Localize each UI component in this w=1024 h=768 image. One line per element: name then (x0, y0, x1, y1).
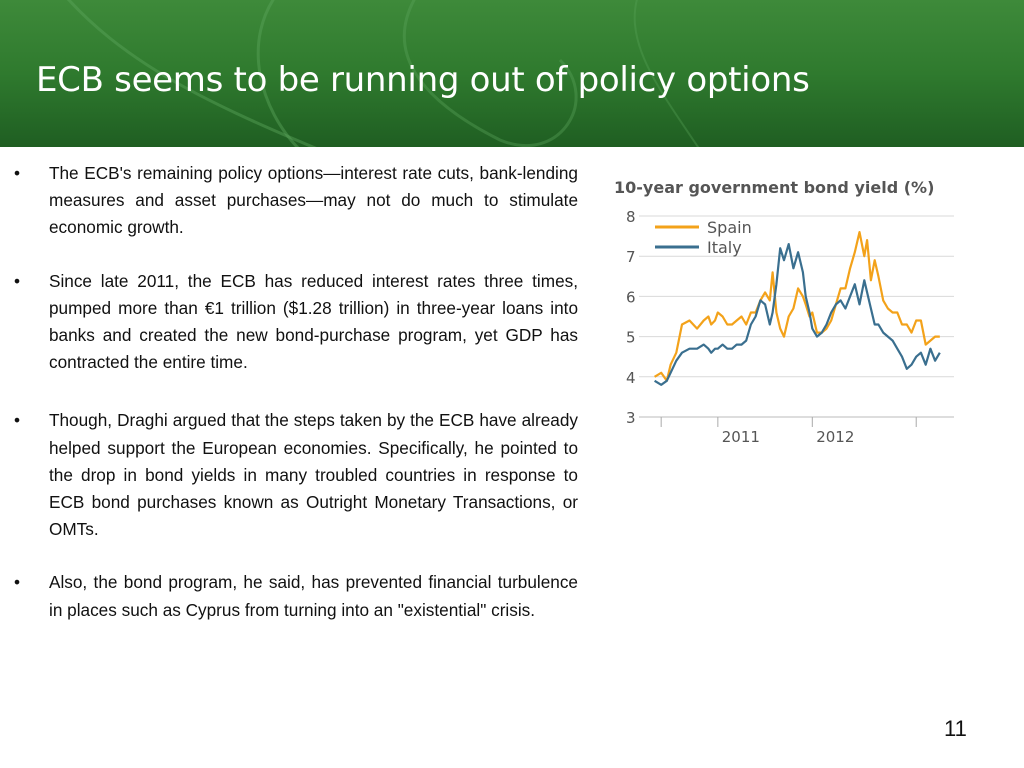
bullet-marker: • (14, 270, 21, 291)
bullet-list (14, 160, 578, 624)
bullet-text: Though, Draghi argued that the steps taken by the ECB have already helped support the European economies. Specifically, he pointed to the drop in bond yields in many troubled countries in response to ECB bond purchases known as Outright Monetary Transactions, or OMTs. (49, 410, 578, 540)
bullet-item (14, 160, 578, 242)
bullet-item (14, 569, 578, 623)
bullet-text: Since late 2011, the ECB has reduced interest rates three times, pumped more than €1 trillion ($1.28 trillion) in three-year loans into banks and created the new bond-purchase program, yet GDP has contracted the entire time. (49, 270, 578, 373)
bullet-marker: • (14, 572, 21, 593)
bullet-item (14, 268, 578, 377)
x-tick-label: 2012 (816, 428, 855, 446)
page-number: 11 (944, 716, 967, 741)
bullet-marker: • (14, 410, 21, 431)
legend-label: Spain (707, 218, 752, 237)
bullet-text: The ECB's remaining policy options—interest rate cuts, bank-lending measures and asset purchases—may not do much to stimulate economic growth. (49, 163, 578, 238)
chart-title: 10-year government bond yield (%) (614, 178, 935, 197)
legend-label: Italy (707, 238, 742, 257)
y-tick-label: 4 (626, 368, 636, 387)
y-tick-label: 8 (626, 208, 636, 226)
y-tick-label: 5 (626, 328, 636, 347)
chart-svg (607, 166, 992, 456)
bond-yield-chart (607, 166, 992, 456)
slide-title: ECB seems to be running out of policy options (36, 60, 810, 100)
y-tick-label: 3 (626, 409, 636, 427)
slide-header (0, 0, 1024, 147)
bullet-text: Also, the bond program, he said, has prevented financial turbulence in places such as Cyprus from turning into an "existential" crisis. (49, 572, 578, 620)
y-tick-label: 7 (626, 248, 636, 267)
y-tick-label: 6 (626, 288, 636, 307)
bullet-item (14, 407, 578, 543)
bullet-marker: • (14, 163, 21, 183)
x-tick-label: 2011 (721, 428, 760, 446)
